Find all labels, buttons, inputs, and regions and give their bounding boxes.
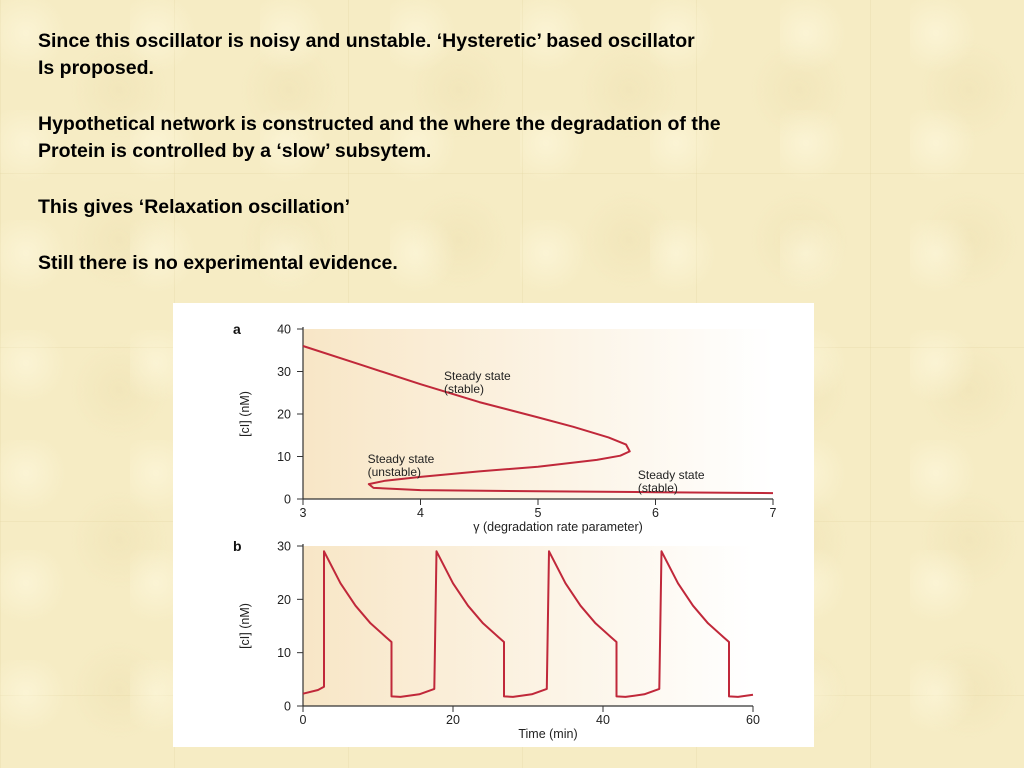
paragraph-1-line-1: Since this oscillator is noisy and unstable. ‘Hysteretic’ based oscillator bbox=[38, 30, 695, 52]
y-tick-label: 40 bbox=[277, 322, 291, 337]
x-tick-label: 0 bbox=[299, 713, 307, 727]
x-tick-label: 40 bbox=[596, 713, 610, 727]
x-tick-label: 6 bbox=[652, 506, 659, 520]
annotation-a-2: Steady state (stable) bbox=[637, 468, 705, 496]
x-tick-label: 20 bbox=[446, 713, 460, 727]
y-axis-title: [cI] (nM) bbox=[238, 603, 252, 649]
paragraph-1-line-2: Is proposed. bbox=[38, 57, 154, 79]
panel-label: a bbox=[233, 321, 241, 337]
y-tick-label: 0 bbox=[284, 699, 291, 714]
y-tick-label: 30 bbox=[277, 539, 291, 554]
chart-panel-b bbox=[233, 538, 760, 741]
y-tick-label: 20 bbox=[277, 407, 291, 422]
y-tick-label: 30 bbox=[277, 365, 291, 379]
panel-label: b bbox=[233, 538, 242, 554]
figure-svg bbox=[173, 303, 814, 747]
slide-text bbox=[38, 28, 938, 306]
y-axis-title: [cI] (nM) bbox=[238, 391, 252, 437]
x-axis-title: Time (min) bbox=[518, 727, 578, 741]
paragraph-4 bbox=[38, 250, 938, 277]
paragraph-3 bbox=[38, 194, 938, 221]
paragraph-3-line-1: This gives ‘Relaxation oscillation’ bbox=[38, 196, 351, 218]
paragraph-2 bbox=[38, 111, 938, 165]
annotation-a-1: Steady state (unstable) bbox=[367, 451, 435, 479]
x-tick-label: 60 bbox=[746, 713, 760, 727]
paragraph-2-line-2: Protein is controlled by a ‘slow’ subsytem. bbox=[38, 140, 432, 162]
annotation-a-0: Steady state (stable) bbox=[444, 369, 511, 396]
plot-area bbox=[303, 546, 753, 706]
y-tick-label: 20 bbox=[277, 592, 291, 607]
y-tick-label: 0 bbox=[284, 492, 291, 507]
x-axis-title: γ (degradation rate parameter) bbox=[473, 520, 643, 534]
x-tick-label: 7 bbox=[769, 506, 777, 520]
paragraph-1 bbox=[38, 28, 938, 82]
x-tick-label: 3 bbox=[299, 506, 307, 520]
x-tick-label: 5 bbox=[534, 506, 542, 520]
chart-panel-a bbox=[233, 321, 777, 534]
paragraph-2-line-1: Hypothetical network is constructed and the where the degradation of the bbox=[38, 113, 721, 135]
x-tick-label: 4 bbox=[417, 506, 424, 520]
y-tick-label: 10 bbox=[277, 646, 291, 661]
paragraph-4-line-1: Still there is no experimental evidence. bbox=[38, 252, 398, 274]
y-tick-label: 10 bbox=[277, 450, 291, 464]
figure bbox=[173, 303, 814, 747]
